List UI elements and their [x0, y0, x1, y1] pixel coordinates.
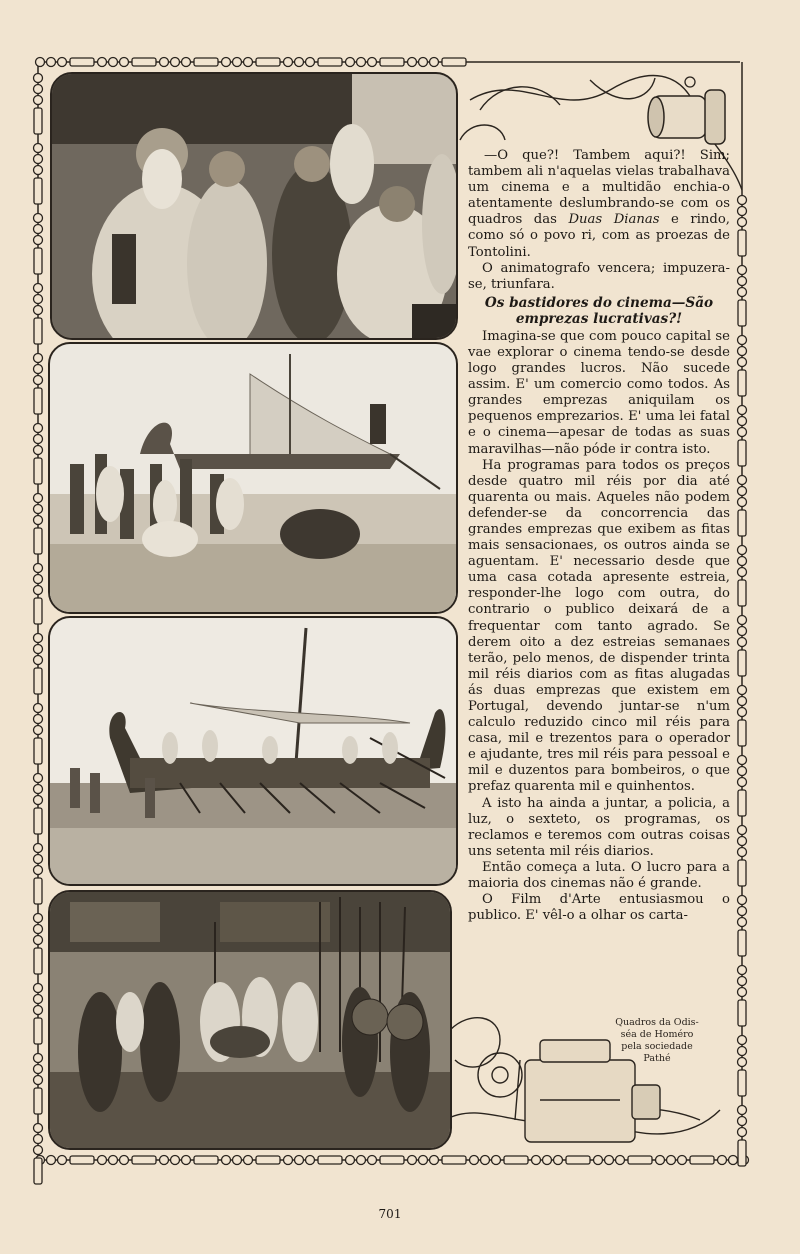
article-paragraph: Então começa a luta. O lucro para a maioria dos cinemas não é grande. [468, 859, 730, 892]
chain-link-icon [34, 1006, 43, 1015]
chain-link-icon [295, 1156, 304, 1165]
chain-link-icon [419, 58, 428, 67]
chain-link-icon [738, 697, 747, 706]
chain-link-icon [357, 1156, 366, 1165]
section-heading: Os bastidores do cinema—São emprezas lucrativas?! [484, 294, 714, 327]
chain-link-icon [34, 726, 43, 735]
chain-link-icon [492, 1156, 501, 1165]
chain-link-icon [34, 925, 43, 934]
chain-link-icon [34, 516, 43, 525]
chain-link-icon [34, 855, 43, 864]
chain-link-icon [368, 58, 377, 67]
chain-link-icon [738, 546, 747, 555]
article-paragraph: O Film d'Arte entusiasmou o publico. E' vêl-o a olhar os carta- [468, 892, 730, 924]
chain-link-icon [34, 295, 43, 304]
chain-link-icon [738, 336, 747, 345]
chain-bar-icon [34, 528, 42, 554]
chain-bar-icon [34, 948, 42, 974]
article-paragraph: Imagina-se que com pouco capital se vae explorar o cinema tendo-se desde logo grandes lucros. Não sucede assim. E' um comercio como todos. As grandes emprezas aniquilam os pequenos emprezarios. E' uma lei fatal e o cinema—apesar de todas as suas maravilhas—não póde ir contra isto. [468, 328, 730, 457]
chain-link-icon [738, 708, 747, 717]
chain-link-icon [738, 1106, 747, 1115]
chain-link-icon [738, 837, 747, 846]
article-text [468, 148, 730, 924]
photo-galley-water [48, 616, 458, 886]
chain-link-icon [34, 376, 43, 385]
chain-bar-icon [738, 300, 746, 326]
chain-link-icon [656, 1156, 665, 1165]
chain-bar-icon [442, 1156, 466, 1164]
chain-link-icon [738, 277, 747, 286]
chain-link-icon [244, 58, 253, 67]
chain-bar-icon [34, 318, 42, 344]
chain-link-icon [738, 406, 747, 415]
chain-link-icon [408, 58, 417, 67]
chain-bar-icon [194, 1156, 218, 1164]
chain-link-icon [346, 1156, 355, 1165]
chain-link-icon [109, 58, 118, 67]
chain-link-icon [738, 988, 747, 997]
chain-bar-icon [738, 1140, 746, 1166]
chain-link-icon [667, 1156, 676, 1165]
chain-link-icon [738, 557, 747, 566]
chain-link-icon [34, 214, 43, 223]
chain-link-icon [160, 1156, 169, 1165]
chain-link-icon [543, 1156, 552, 1165]
chain-bar-icon [132, 58, 156, 66]
chain-link-icon [430, 58, 439, 67]
chain-bar-icon [738, 440, 746, 466]
chain-link-icon [34, 1054, 43, 1063]
chain-bar-icon [34, 388, 42, 414]
chain-link-icon [34, 1124, 43, 1133]
photo-caption: Quadros da Odis- séa de Homéro pela sociedade Pathé [615, 1017, 699, 1064]
chain-link-icon [34, 144, 43, 153]
photo-warriors-crowd [48, 890, 452, 1150]
chain-link-icon [738, 848, 747, 857]
chain-link-icon [34, 225, 43, 234]
chain-link-icon [34, 984, 43, 993]
chain-bar-icon [132, 1156, 156, 1164]
chain-bar-icon [70, 58, 94, 66]
chain-bar-icon [380, 1156, 404, 1164]
chain-bar-icon [34, 738, 42, 764]
chain-link-icon [295, 58, 304, 67]
chain-link-icon [284, 58, 293, 67]
chain-bar-icon [70, 1156, 94, 1164]
chain-link-icon [738, 756, 747, 765]
chain-bar-icon [256, 58, 280, 66]
chain-bar-icon [34, 878, 42, 904]
chain-link-icon [605, 1156, 614, 1165]
chain-link-icon [738, 638, 747, 647]
chain-link-icon [357, 58, 366, 67]
film-title-italic: Duas Dianas [568, 212, 660, 228]
chain-link-icon [729, 1156, 738, 1165]
chain-bar-icon [34, 1018, 42, 1044]
chain-link-icon [738, 907, 747, 916]
chain-link-icon [738, 487, 747, 496]
chain-link-icon [738, 417, 747, 426]
chain-link-icon [738, 266, 747, 275]
chain-link-icon [34, 435, 43, 444]
chain-link-icon [34, 1065, 43, 1074]
chain-bar-icon [738, 510, 746, 536]
chain-bar-icon [504, 1156, 528, 1164]
chain-link-icon [616, 1156, 625, 1165]
chain-link-icon [34, 1076, 43, 1085]
chain-link-icon [738, 1058, 747, 1067]
chain-link-icon [738, 207, 747, 216]
chain-bar-icon [318, 1156, 342, 1164]
chain-link-icon [222, 1156, 231, 1165]
chain-link-icon [34, 704, 43, 713]
chain-link-icon [738, 627, 747, 636]
chain-bar-icon [34, 1088, 42, 1114]
chain-link-icon [34, 236, 43, 245]
chain-link-icon [34, 715, 43, 724]
chain-bar-icon [738, 720, 746, 746]
chain-link-icon [34, 446, 43, 455]
chain-link-icon [738, 288, 747, 297]
chain-bar-icon [738, 860, 746, 886]
chain-link-icon [306, 1156, 315, 1165]
chain-link-icon [738, 616, 747, 625]
chain-link-icon [306, 58, 315, 67]
chain-link-icon [171, 58, 180, 67]
chain-bar-icon [318, 58, 342, 66]
chain-bar-icon [738, 1000, 746, 1026]
chain-link-icon [34, 785, 43, 794]
chain-link-icon [160, 58, 169, 67]
chain-bar-icon [256, 1156, 280, 1164]
chain-link-icon [678, 1156, 687, 1165]
chain-link-icon [47, 1156, 56, 1165]
chain-link-icon [738, 767, 747, 776]
chain-link-icon [120, 1156, 129, 1165]
chain-link-icon [34, 365, 43, 374]
chain-bar-icon [738, 1070, 746, 1096]
chain-link-icon [738, 686, 747, 695]
article-paragraph: —O que?! Tambem aqui?! Sim; tambem ali n'aquelas vielas trabalhava um cinema e a multidão enchia-o atentamente deslumbrando-se com os quadros das Duas Dianas e rindo, como só o povo ri, com as proezas de Tontolini. [468, 148, 730, 260]
chain-link-icon [738, 428, 747, 437]
chain-link-icon [34, 634, 43, 643]
chain-link-icon [738, 218, 747, 227]
chain-link-icon [34, 1135, 43, 1144]
chain-link-icon [34, 575, 43, 584]
chain-link-icon [34, 155, 43, 164]
chain-bar-icon [738, 790, 746, 816]
chain-link-icon [34, 354, 43, 363]
chain-link-icon [34, 85, 43, 94]
chain-link-icon [481, 1156, 490, 1165]
chain-link-icon [34, 424, 43, 433]
chain-link-icon [182, 1156, 191, 1165]
projector-lens-icon [648, 77, 725, 144]
article-paragraph: A isto ha ainda a juntar, a policia, a luz, o sexteto, os programas, os reclamos e teremos com outras coisas uns setenta mil réis diarios. [468, 795, 730, 859]
chain-link-icon [738, 1128, 747, 1137]
chain-link-icon [368, 1156, 377, 1165]
chain-link-icon [171, 1156, 180, 1165]
chain-bar-icon [34, 598, 42, 624]
photo-ship-beach [48, 342, 458, 614]
chain-bar-icon [34, 248, 42, 274]
chain-link-icon [34, 74, 43, 83]
chain-bar-icon [738, 930, 746, 956]
chain-link-icon [34, 306, 43, 315]
chain-bar-icon [34, 808, 42, 834]
chain-link-icon [58, 58, 67, 67]
chain-bar-icon [628, 1156, 652, 1164]
chain-bar-icon [690, 1156, 714, 1164]
chain-link-icon [34, 494, 43, 503]
chain-bar-icon [738, 370, 746, 396]
chain-link-icon [738, 966, 747, 975]
chain-link-icon [408, 1156, 417, 1165]
chain-link-icon [34, 796, 43, 805]
chain-bar-icon [194, 58, 218, 66]
chain-link-icon [233, 1156, 242, 1165]
chain-link-icon [34, 96, 43, 105]
chain-link-icon [36, 58, 45, 67]
chain-link-icon [738, 568, 747, 577]
chain-link-icon [738, 826, 747, 835]
chain-link-icon [738, 498, 747, 507]
chain-link-icon [98, 58, 107, 67]
chain-link-icon [738, 476, 747, 485]
chain-link-icon [222, 58, 231, 67]
chain-link-icon [182, 58, 191, 67]
chain-bar-icon [34, 178, 42, 204]
chain-link-icon [34, 656, 43, 665]
chain-link-icon [738, 358, 747, 367]
chain-link-icon [34, 914, 43, 923]
chain-link-icon [34, 866, 43, 875]
chain-link-icon [233, 58, 242, 67]
chain-link-icon [738, 918, 747, 927]
chain-link-icon [34, 505, 43, 514]
chain-link-icon [284, 1156, 293, 1165]
chain-link-icon [419, 1156, 428, 1165]
chain-link-icon [554, 1156, 563, 1165]
chain-link-icon [47, 58, 56, 67]
chain-link-icon [532, 1156, 541, 1165]
chain-bar-icon [442, 58, 466, 66]
chain-link-icon [34, 586, 43, 595]
chain-link-icon [738, 196, 747, 205]
chain-bar-icon [738, 230, 746, 256]
chain-link-icon [98, 1156, 107, 1165]
chain-link-icon [34, 645, 43, 654]
chain-link-icon [34, 774, 43, 783]
chain-bar-icon [34, 1158, 42, 1184]
chain-link-icon [470, 1156, 479, 1165]
chain-link-icon [346, 58, 355, 67]
chain-link-icon [738, 1047, 747, 1056]
chain-link-icon [34, 284, 43, 293]
chain-link-icon [34, 166, 43, 175]
chain-bar-icon [34, 458, 42, 484]
chain-link-icon [58, 1156, 67, 1165]
chain-link-icon [109, 1156, 118, 1165]
chain-link-icon [738, 778, 747, 787]
chain-link-icon [594, 1156, 603, 1165]
photo-court-scene [50, 72, 458, 340]
chain-link-icon [718, 1156, 727, 1165]
chain-link-icon [738, 896, 747, 905]
chain-bar-icon [34, 108, 42, 134]
chain-bar-icon [34, 668, 42, 694]
chain-link-icon [430, 1156, 439, 1165]
chain-bar-icon [738, 580, 746, 606]
chain-link-icon [34, 936, 43, 945]
chain-bar-icon [380, 58, 404, 66]
page-number: 701 [378, 1207, 402, 1221]
chain-link-icon [244, 1156, 253, 1165]
chain-bar-icon [738, 650, 746, 676]
chain-link-icon [120, 58, 129, 67]
chain-link-icon [34, 995, 43, 1004]
article-paragraph: O animatografo vencera; impuzera-se, triunfara. [468, 260, 730, 292]
chain-link-icon [738, 977, 747, 986]
chain-link-icon [34, 1146, 43, 1155]
chain-link-icon [34, 564, 43, 573]
chain-link-icon [34, 844, 43, 853]
chain-link-icon [738, 347, 747, 356]
chain-link-icon [738, 1036, 747, 1045]
chain-link-icon [738, 1117, 747, 1126]
chain-bar-icon [566, 1156, 590, 1164]
article-paragraph: Ha programas para todos os preços desde quatro mil réis por dia até quarenta ou mais. Aqueles não podem defender-se da concorrencia das grandes emprezas que exibem as fitas mais sensacionaes, os outros ainda se aguentam. E' necessario desde que uma casa cotada apresente estreia, responder-lhe logo com outra, do contrario o publico deixará de a frequentar com tanto agrado. Se derem oito a dez estreias semanaes terão, pelo menos, de dispender trinta mil réis diarios com as fitas alugadas ás duas emprezas que existem em Portugal, devendo juntar-se n'um calculo reduzido cinco mil réis para casa, mil e trezentos para o operador e ajudante, tres mil réis para pessoal e mil e duzentos para bombeiros, o que prefaz quarenta mil e quinhentos. [468, 457, 730, 795]
